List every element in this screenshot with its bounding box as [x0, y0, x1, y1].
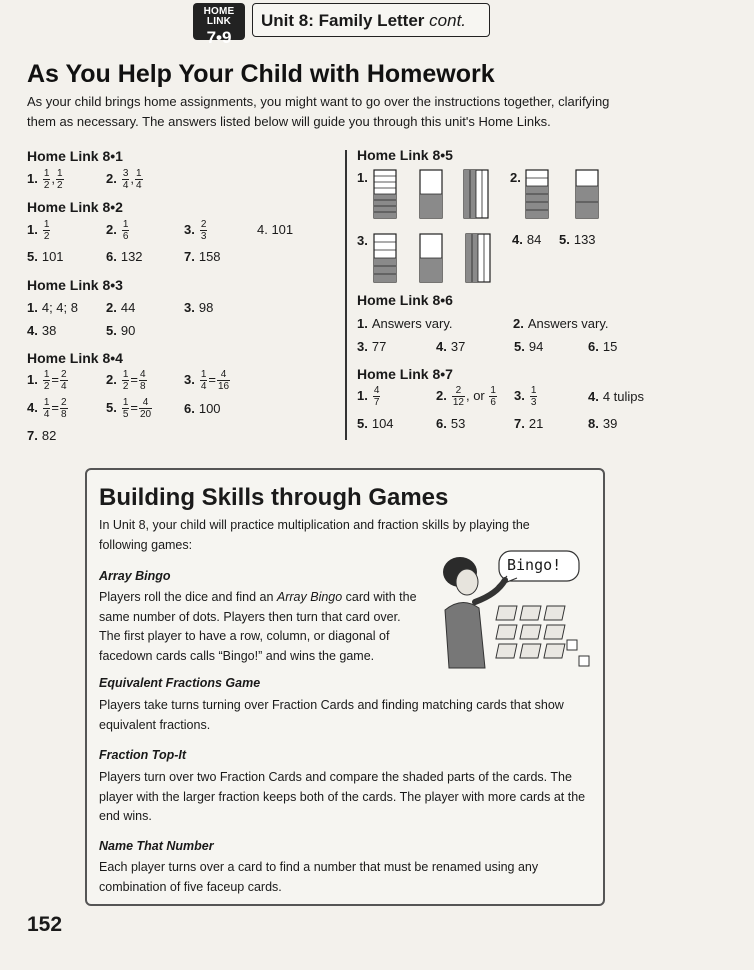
games-title: Building Skills through Games: [99, 484, 449, 511]
fraction: $\frac{1}{5}$: [122, 397, 129, 420]
hl87-answer-6: 6. 53: [436, 416, 466, 431]
fraction-rect-2a: [522, 168, 554, 220]
hl84-answer-3: 3. $\frac{1}{4}$ = $\frac{4}{16}$: [184, 369, 230, 392]
fraction: $\frac{1}{4}$: [43, 397, 50, 420]
games-intro: In Unit 8, your child will practice multiplication and fraction skills by playing the following games:: [99, 518, 530, 552]
unit-title: Unit 8: Family Letter: [261, 11, 425, 30]
hl86-answer-3: 3. 77: [357, 339, 387, 354]
fraction: $\frac{1}{6}$: [490, 385, 496, 408]
hl83-answer-3: 3. 98: [184, 300, 214, 315]
hl82-answer-6: 6. 132: [106, 249, 143, 264]
hl82-answer-7: 7. 158: [184, 249, 221, 264]
fraction: $\frac{4}{20}$: [140, 397, 152, 420]
fraction-rect-3c: [462, 232, 494, 284]
game-equivalent-fractions-title: Equivalent Fractions Game: [99, 676, 261, 690]
hl84-answer-4: 4. $\frac{1}{4}$ = $\frac{2}{8}$: [27, 397, 67, 420]
fraction: $\frac{1}{2}$: [43, 219, 50, 242]
home-link-badge: [193, 3, 245, 47]
game-fraction-top-it-title: Fraction Top-It: [99, 748, 187, 762]
game-fraction-top-it-text: Players turn over two Fraction Cards and compare the shaded parts of the cards. The player with the larger fraction keeps both of the cards. The player with more cards at the end wins.: [99, 770, 586, 823]
badge-number: 7•9: [206, 28, 232, 47]
fraction: $\frac{3}{4}$: [122, 168, 129, 191]
fraction-rect-1b: [416, 168, 448, 220]
hl85-label-2: 2.: [510, 170, 521, 185]
fraction: $\frac{2}{12}$: [452, 385, 464, 408]
hl84-title: Home Link 8•4: [27, 350, 123, 366]
page-title: As You Help Your Child with Homework: [27, 60, 495, 88]
fraction: $\frac{1}{2}$: [57, 168, 63, 191]
fraction-rect-2b: [572, 168, 604, 220]
hl82-title: Home Link 8•2: [27, 199, 123, 215]
hl82-answer-2: 2. $\frac{1}{6}$: [106, 219, 129, 242]
game-equivalent-fractions-text: Players take turns turning over Fraction Cards and finding matching cards that show equivalent fractions.: [99, 698, 564, 732]
hl81-title: Home Link 8•1: [27, 148, 123, 164]
hl83-answer-4: 4. 38: [27, 323, 57, 338]
hl82-answer-5: 5. 101: [27, 249, 64, 264]
hl86-answer-6: 6. 15: [588, 339, 618, 354]
game-name-that-number-text: Each player turns over a card to find a number that must be renamed using any combination of five faceup cards.: [99, 860, 539, 894]
game-array-bingo-text: Players roll the dice and find an Array Bingo card with the same number of dots. Players then turn that card over. The first player to have a row, column, or diagonal of facedown cards calls “Bingo!” and wins the game.: [99, 590, 417, 663]
fraction: $\frac{2}{4}$: [61, 369, 67, 392]
intro-paragraph: As your child brings home assignments, you might want to go over the instructions together, clarifying them as necessary. The answers listed below will guide you through this unit's Home Links.: [27, 94, 610, 129]
hl87-title: Home Link 8•7: [357, 366, 453, 382]
game-name-that-number-title: Name That Number: [99, 839, 214, 853]
hl87-answer-3: 3. $\frac{1}{3}$: [514, 385, 537, 408]
games-panel: [85, 468, 605, 906]
unit-title-box: [252, 3, 490, 37]
fraction: $\frac{1}{2}$: [43, 168, 50, 191]
hl84-answer-2: 2. $\frac{1}{2}$ = $\frac{4}{8}$: [106, 369, 146, 392]
unit-title-suffix: cont.: [429, 11, 467, 30]
hl85-label-3: 3.: [357, 233, 368, 248]
hl85-label-1: 1.: [357, 170, 368, 185]
hl81-answer-2: 2. $\frac{3}{4}$ , $\frac{1}{4}$: [106, 168, 142, 191]
hl83-title: Home Link 8•3: [27, 277, 123, 293]
fraction-rect-3a: [370, 232, 402, 284]
fraction: $\frac{1}{6}$: [122, 219, 129, 242]
fraction: $\frac{1}{2}$: [43, 369, 50, 392]
hl84-answer-1: 1. $\frac{1}{2}$ = $\frac{2}{4}$: [27, 369, 67, 392]
hl87-answer-1: 1. $\frac{4}{7}$: [357, 385, 380, 408]
hl86-answer-1: 1. Answers vary.: [357, 316, 453, 331]
hl87-answer-4: 4. 4 tulips: [588, 389, 645, 404]
hl82-answer-4: 4. 101: [257, 222, 294, 237]
fraction-rect-3b: [416, 232, 448, 284]
bingo-speech-bubble: Bingo!: [507, 556, 562, 574]
fraction-rect-1c: [460, 168, 492, 220]
hl87-answer-8: 8. 39: [588, 416, 618, 431]
fraction: $\frac{1}{2}$: [122, 369, 129, 392]
hl87-answer-7: 7. 21: [514, 416, 544, 431]
hl86-answer-2: 2. Answers vary.: [513, 316, 609, 331]
fraction: $\frac{2}{8}$: [61, 397, 67, 420]
hl87-answer-5: 5. 104: [357, 416, 394, 431]
hl87-answer-2: 2. $\frac{2}{12}$ , or $\frac{1}{6}$: [436, 385, 496, 408]
hl85-answer-5: 5. 133: [559, 232, 596, 247]
fraction: $\frac{4}{8}$: [140, 369, 146, 392]
hl84-answer-5: 5. $\frac{1}{5}$ = $\frac{4}{20}$: [106, 397, 152, 420]
hl83-answer-5: 5. 90: [106, 323, 136, 338]
fraction: $\frac{4}{7}$: [373, 385, 380, 408]
fraction-rect-1a: [370, 168, 410, 220]
hl85-title: Home Link 8•5: [357, 147, 453, 163]
hl82-answer-1: 1. $\frac{1}{2}$: [27, 219, 50, 242]
hl86-answer-5: 5. 94: [514, 339, 544, 354]
fraction: $\frac{1}{4}$: [136, 168, 142, 191]
hl82-answer-3: 3. $\frac{2}{3}$: [184, 219, 207, 242]
hl86-title: Home Link 8•6: [357, 292, 453, 308]
column-divider: [345, 150, 347, 440]
badge-label: HOME LINK: [203, 6, 235, 27]
fraction: $\frac{1}{3}$: [530, 385, 537, 408]
hl85-answer-4: 4. 84: [512, 232, 542, 247]
page-number: 152: [27, 913, 63, 936]
fraction: $\frac{4}{16}$: [218, 369, 230, 392]
fraction: $\frac{2}{3}$: [200, 219, 207, 242]
hl84-answer-6: 6. 100: [184, 401, 221, 416]
hl83-answer-2: 2. 44: [106, 300, 136, 315]
game-array-bingo-title: Array Bingo: [99, 569, 171, 583]
hl84-answer-7: 7. 82: [27, 428, 57, 443]
hl83-answer-1: 1. 4; 4; 8: [27, 300, 78, 315]
hl86-answer-4: 4. 37: [436, 339, 466, 354]
hl81-answer-1: 1. $\frac{1}{2}$ , $\frac{1}{2}$: [27, 168, 63, 191]
fraction: $\frac{1}{4}$: [200, 369, 207, 392]
